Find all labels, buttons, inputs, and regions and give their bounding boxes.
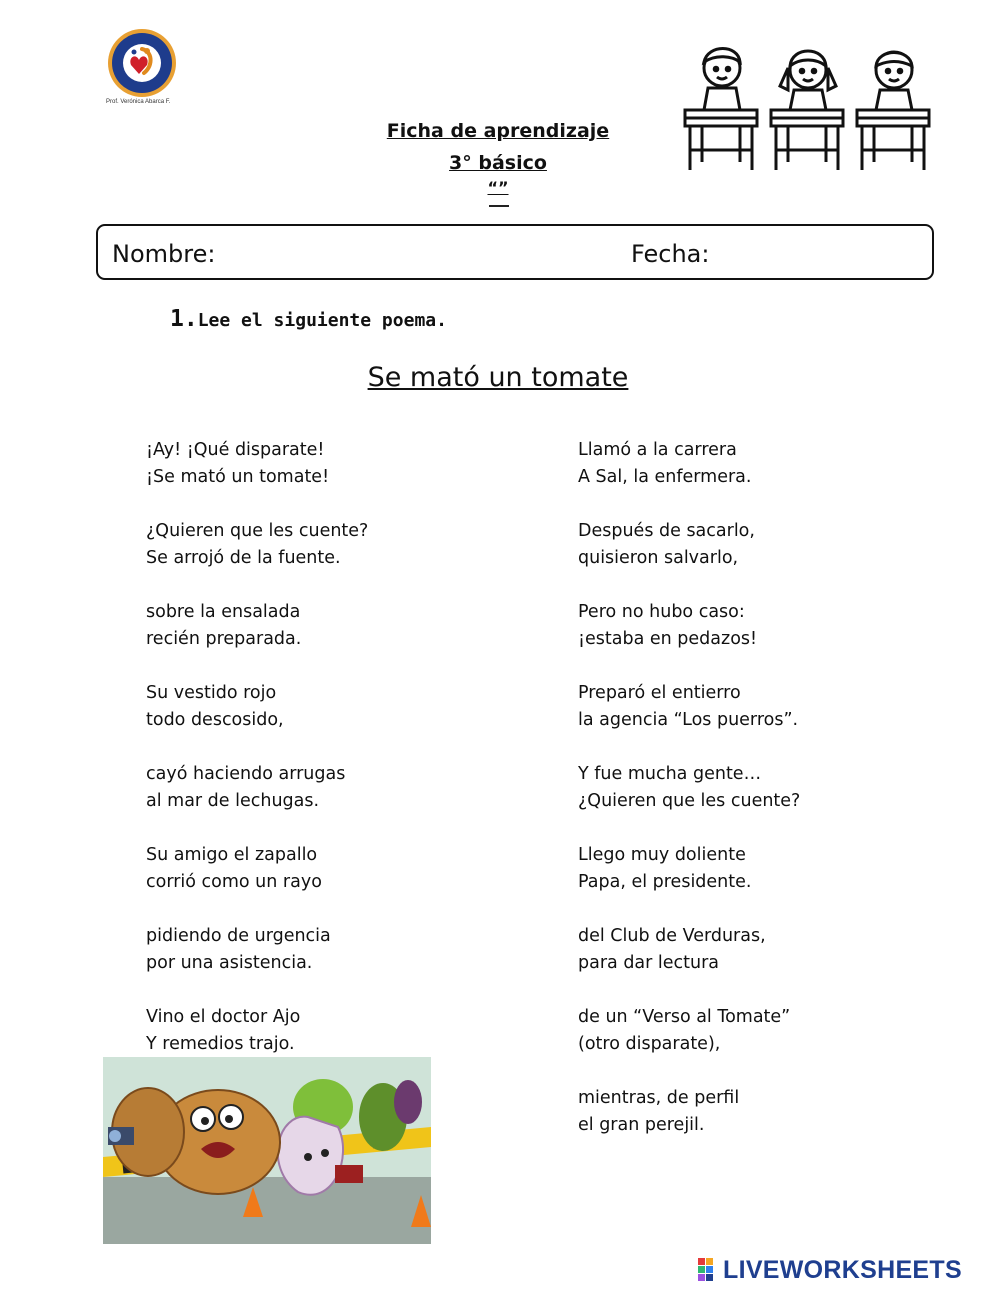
liveworksheets-brand xyxy=(697,1256,962,1284)
stanza xyxy=(578,437,958,491)
poem-line: A Sal, la enfermera. xyxy=(578,467,752,487)
poem-line: de un “Verso al Tomate” xyxy=(578,1007,791,1027)
poem-line: Papa, el presidente. xyxy=(578,872,752,892)
poem-line: corrió como un rayo xyxy=(146,872,322,892)
stanza xyxy=(146,518,546,572)
poem-line: mientras, de perfil xyxy=(578,1088,740,1108)
stanza xyxy=(578,1085,958,1139)
poem-line: Su vestido rojo xyxy=(146,683,277,703)
poem-line: ¡estaba en pedazos! xyxy=(578,629,758,649)
poem-line: del Club de Verduras, xyxy=(578,926,766,946)
stanza xyxy=(146,680,546,734)
poem-line: Vino el doctor Ajo xyxy=(146,1007,301,1027)
poem-line: Se arrojó de la fuente. xyxy=(146,548,341,568)
stanza xyxy=(146,599,546,653)
stanza xyxy=(146,437,546,491)
poem-line: quisieron salvarlo, xyxy=(578,548,739,568)
stanza xyxy=(578,599,958,653)
grade-label: 3° básico xyxy=(449,152,547,174)
poem-line: la agencia “Los puerros”. xyxy=(578,710,799,730)
date-label: Fecha: xyxy=(631,240,710,268)
poem-line: Y remedios trajo. xyxy=(146,1034,295,1054)
poem-line: Preparó el entierro xyxy=(578,683,741,703)
empty-quote: “” xyxy=(487,178,509,197)
poem-line: Pero no hubo caso: xyxy=(578,602,745,622)
poem-line: sobre la ensalada xyxy=(146,602,301,622)
poem-line: ¿Quieren que les cuente? xyxy=(146,521,369,541)
students-at-desks-icon xyxy=(680,40,940,175)
poem-line: Después de sacarlo, xyxy=(578,521,755,541)
poem-line: cayó haciendo arrugas xyxy=(146,764,346,784)
stanza xyxy=(146,842,546,896)
school-logo-icon xyxy=(106,27,178,99)
stanza xyxy=(578,518,958,572)
teacher-caption: Prof. Verónica Abarca F. xyxy=(106,99,171,105)
stanza xyxy=(578,761,958,815)
stanza xyxy=(578,1004,958,1058)
poem-line: Llamó a la carrera xyxy=(578,440,737,460)
stanza xyxy=(146,923,546,977)
student-info-box xyxy=(96,224,934,280)
poem-line: por una asistencia. xyxy=(146,953,313,973)
stanza xyxy=(578,842,958,896)
poem-line: el gran perejil. xyxy=(578,1115,705,1135)
poem-line: (otro disparate), xyxy=(578,1034,721,1054)
name-label: Nombre: xyxy=(112,240,216,268)
poem-line: al mar de lechugas. xyxy=(146,791,320,811)
stanza xyxy=(146,761,546,815)
instruction-number: 1. xyxy=(170,306,198,332)
instruction xyxy=(170,306,447,332)
poem-line: Llego muy doliente xyxy=(578,845,746,865)
instruction-text: Lee el siguiente poema. xyxy=(197,310,447,331)
stanza xyxy=(146,1004,546,1058)
poem-line: todo descosido, xyxy=(146,710,284,730)
quote-underline xyxy=(489,205,509,207)
liveworksheets-logo-icon xyxy=(697,1257,723,1283)
poem-right-column xyxy=(578,437,958,1166)
poem-title: Se mató un tomate xyxy=(367,362,629,393)
poem-line: Y fue mucha gente… xyxy=(578,764,762,784)
poem-line: recién preparada. xyxy=(146,629,302,649)
poem-line: ¿Quieren que les cuente? xyxy=(578,791,801,811)
poem-line: ¡Ay! ¡Qué disparate! xyxy=(146,440,325,460)
vegetables-cartoon-icon xyxy=(103,1057,431,1244)
brand-text: LIVEWORKSHEETS xyxy=(723,1255,962,1284)
poem-line: ¡Se mató un tomate! xyxy=(146,467,330,487)
poem-line: pidiendo de urgencia xyxy=(146,926,331,946)
poem-left-column xyxy=(146,437,546,1085)
poem-line: para dar lectura xyxy=(578,953,720,973)
worksheet-title: Ficha de aprendizaje xyxy=(386,120,610,142)
stanza xyxy=(578,923,958,977)
stanza xyxy=(578,680,958,734)
poem-line: Su amigo el zapallo xyxy=(146,845,318,865)
